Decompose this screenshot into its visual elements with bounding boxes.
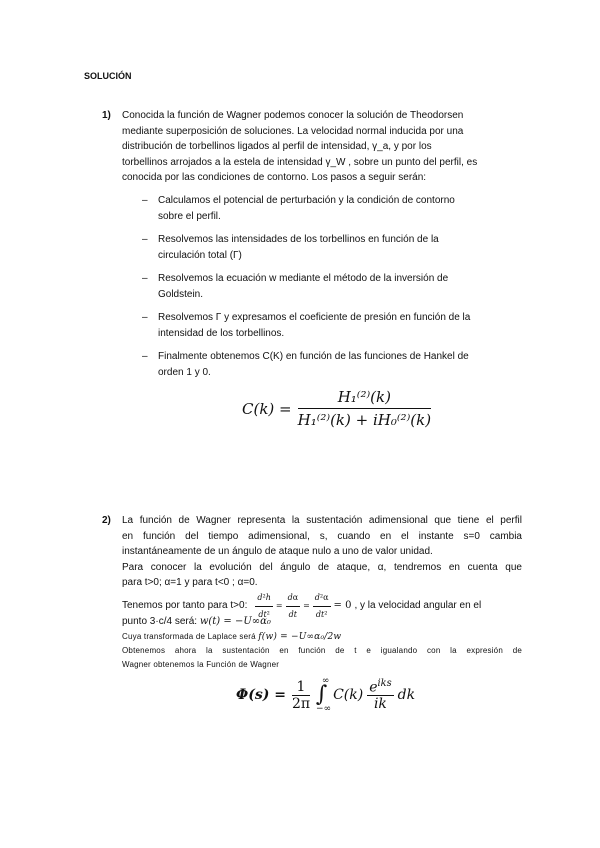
step-line: circulación total (Γ) xyxy=(158,249,242,261)
section2-line: instantáneamente de un ángulo de ataque nulo a uno de valor unidad. xyxy=(122,546,433,557)
step-item xyxy=(142,193,522,232)
laplace-line xyxy=(122,632,341,642)
wagner-body: C(k) xyxy=(333,687,364,703)
angular-velocity-line xyxy=(122,614,271,630)
section1-number: 1) xyxy=(102,110,111,121)
step-line: Resolvemos Γ y expresamos el coeficiente de presión en función de la xyxy=(158,312,471,323)
theodorsen-formula xyxy=(242,388,431,429)
section1-line: mediante superposición de soluciones. La velocidad normal inducida por una xyxy=(122,125,464,137)
section2-line: La función de Wagner representa la sustentación adimensional que tiene el perfil xyxy=(122,515,522,526)
section2-line: Para conocer la evolución del ángulo de ataque, α, tendremos en cuenta que xyxy=(122,561,522,573)
wagner-lhs: Φ(s) = xyxy=(236,687,286,703)
formula-denominator: H₁⁽²⁾(k) + iH₀⁽²⁾(k) xyxy=(297,411,432,429)
step-line: sobre el perfil. xyxy=(158,210,221,222)
step-line: Resolvemos las intensidades de los torbellinos en función de la xyxy=(158,234,439,245)
lift-line: Obtenemos ahora la sustentación en función de t e igualando con la expresión de xyxy=(122,646,522,655)
one-over-two-pi: $\frac{1}{2\pi}$ xyxy=(291,678,311,712)
step-item xyxy=(142,271,522,310)
bullet-dash: – xyxy=(142,195,148,206)
step-line: Calculamos el potencial de perturbación y la condición de contorno xyxy=(158,195,455,206)
section1-line: conocida por las condiciones de contorno. Los pasos a seguir serán: xyxy=(122,172,427,183)
integral-sign: ∞ ∫ −∞ xyxy=(315,676,332,714)
laplace-prefix: Cuya transformada de Laplace será xyxy=(122,632,256,641)
derivative-formula: $\frac{\text{d²h}}{\text{dt²}}$ = $\frac{d\alpha}{dt}$ = $\frac{\text{d²α}}{\text{dt²}}$ = 0 xyxy=(255,590,354,622)
laplace-formula: f(w) = −U∞α₀/2w xyxy=(258,632,342,642)
wagner-line: Wagner obtenemos la Función de Wagner xyxy=(122,660,280,669)
wagner-tail: dk xyxy=(397,687,416,703)
section2-paragraph xyxy=(122,513,522,591)
bullet-dash: – xyxy=(142,234,148,245)
steps-list xyxy=(142,193,522,388)
section1-line: distribución de torbellinos ligados al perfil de intensidad, γ_a, y por los xyxy=(122,141,432,152)
integral-lower: −∞ xyxy=(316,704,332,714)
bullet-dash: – xyxy=(142,351,148,362)
formula-lhs: C(k) = xyxy=(242,399,292,418)
step-line: Resolvemos la ecuación w mediante el método de la inversión de xyxy=(158,273,449,284)
wagner-formula xyxy=(236,676,415,714)
section2-line: en función del tiempo adimensional, s, cuando en el instante s=0 cambia xyxy=(122,530,522,542)
step-line: Finalmente obtenemos C(K) en función de las funciones de Hankel de xyxy=(158,351,469,362)
exponential-fraction: $\frac{e^{iks}}{ik}$ xyxy=(369,677,392,713)
step-line: intensidad de los torbellinos. xyxy=(158,327,285,339)
section1-line: Conocida la función de Wagner podemos conocer la solución de Theodorsen xyxy=(122,110,464,121)
derivatives-prefix: Tenemos por tanto para t>0: xyxy=(122,600,248,612)
exponential-denominator: ik xyxy=(373,696,387,713)
bullet-dash: – xyxy=(142,273,148,284)
step-item xyxy=(142,310,522,349)
section1-line: torbellinos arrojados a la estela de intensidad γ_W , sobre un punto del perfil, es xyxy=(122,156,478,168)
step-line: orden 1 y 0. xyxy=(158,366,211,378)
section2-line: para t>0; α=1 y para t<0 ; α=0. xyxy=(122,577,258,588)
bullet-dash: – xyxy=(142,312,148,323)
section1-paragraph xyxy=(122,108,522,186)
section2-number: 2) xyxy=(102,515,111,526)
formula-numerator: H₁⁽²⁾(k) xyxy=(298,388,431,409)
integral-upper: ∞ xyxy=(321,676,330,686)
step-item xyxy=(142,349,522,388)
step-item xyxy=(142,232,522,271)
step-line: Goldstein. xyxy=(158,288,204,300)
angular-velocity-formula: w(t) = −U∞α₀ xyxy=(199,616,271,627)
derivatives-suffix: , y la velocidad angular en el xyxy=(354,600,482,612)
angular-velocity-prefix: punto 3·c/4 será: xyxy=(122,616,198,627)
page-heading: SOLUCIÓN xyxy=(84,71,132,81)
